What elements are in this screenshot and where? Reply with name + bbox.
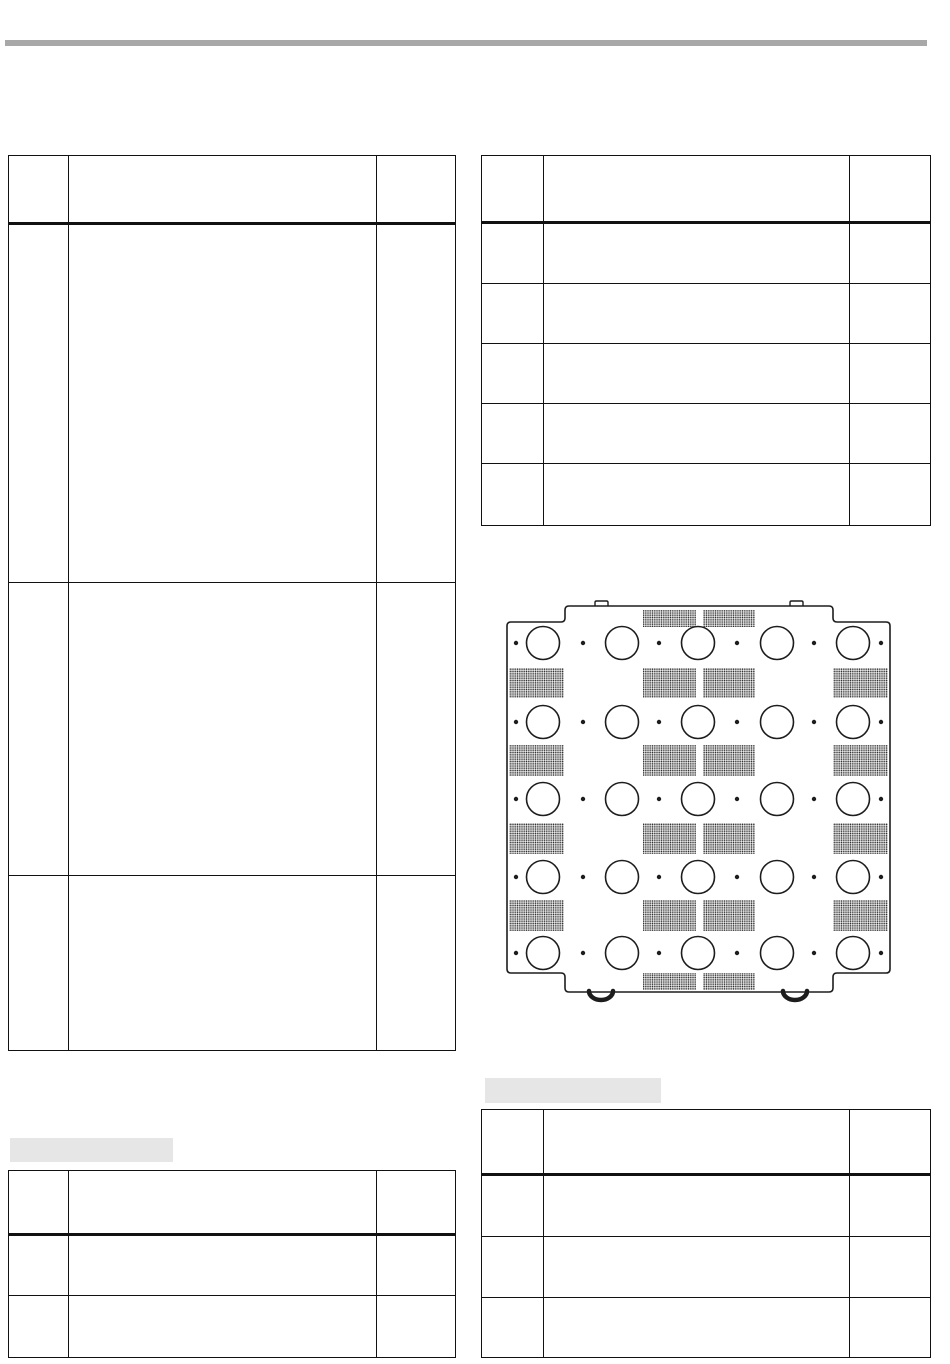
mounting-dot xyxy=(735,641,739,645)
speaker-hole xyxy=(606,783,639,816)
speaker-hole xyxy=(761,861,794,894)
table-cell xyxy=(9,225,69,582)
grille-rect xyxy=(509,668,564,698)
speaker-hole xyxy=(761,783,794,816)
table-cell xyxy=(9,1236,69,1295)
table-cell xyxy=(850,224,930,283)
grille-rect xyxy=(833,823,888,854)
mounting-dot xyxy=(879,951,883,955)
grille-rect xyxy=(703,823,755,854)
mounting-dot xyxy=(657,720,661,724)
table-cell xyxy=(544,284,850,343)
parts-table-top-right xyxy=(481,155,931,526)
table-cell xyxy=(377,876,455,1050)
table-cell xyxy=(377,1296,455,1357)
mounting-dot xyxy=(812,875,816,879)
speaker-hole xyxy=(837,627,870,660)
table-cell xyxy=(482,344,544,403)
table-cell xyxy=(69,1236,377,1295)
table-cell xyxy=(544,1176,850,1236)
table-row xyxy=(9,583,455,876)
table-cell xyxy=(69,876,377,1050)
table-row xyxy=(482,404,930,464)
table-row xyxy=(482,224,930,284)
section-label-bar-left xyxy=(10,1138,173,1162)
table-cell xyxy=(544,404,850,463)
table-cell xyxy=(69,1171,377,1233)
speaker-hole xyxy=(837,706,870,739)
speaker-hole xyxy=(837,783,870,816)
grille-rect xyxy=(509,900,564,931)
panel-diagram xyxy=(495,595,905,1010)
table-cell xyxy=(482,404,544,463)
table-cell xyxy=(9,1296,69,1357)
mounting-dot xyxy=(581,951,585,955)
mounting-dot xyxy=(812,641,816,645)
mounting-dot xyxy=(581,720,585,724)
table-cell xyxy=(482,1176,544,1236)
speaker-hole xyxy=(682,861,715,894)
table-cell xyxy=(850,464,930,525)
table-cell xyxy=(482,156,544,221)
table-row xyxy=(9,876,455,1050)
table-cell xyxy=(850,404,930,463)
grille-rect xyxy=(703,900,755,931)
table-cell xyxy=(377,225,455,582)
mounting-dot xyxy=(879,875,883,879)
table-cell xyxy=(482,1110,544,1173)
speaker-hole xyxy=(761,706,794,739)
parts-table-bottom-left xyxy=(8,1170,456,1358)
table-cell xyxy=(9,583,69,875)
page-top-rule xyxy=(5,40,927,46)
mounting-dot xyxy=(812,951,816,955)
grille-rect xyxy=(509,823,564,854)
table-cell xyxy=(482,1298,544,1357)
grille-rect xyxy=(703,610,755,627)
speaker-hole xyxy=(527,627,560,660)
table-cell xyxy=(377,583,455,875)
table-cell xyxy=(9,876,69,1050)
table-row xyxy=(482,1237,930,1298)
table-cell xyxy=(544,1237,850,1297)
mounting-dot xyxy=(514,797,518,801)
table-cell xyxy=(544,1298,850,1357)
mounting-dot xyxy=(812,720,816,724)
speaker-hole xyxy=(682,627,715,660)
mounting-dot xyxy=(657,641,661,645)
speaker-hole xyxy=(682,783,715,816)
speaker-hole xyxy=(527,706,560,739)
grille-rect xyxy=(509,745,564,776)
grille-rect xyxy=(833,900,888,931)
speaker-hole xyxy=(761,937,794,970)
grille-rect xyxy=(643,900,696,931)
table-cell xyxy=(482,1237,544,1297)
table-row xyxy=(482,464,930,525)
table-cell xyxy=(377,1236,455,1295)
grille-rect xyxy=(643,745,696,776)
table-cell xyxy=(377,1171,455,1233)
table-row xyxy=(482,1176,930,1237)
grille-rect xyxy=(833,668,888,698)
table-cell xyxy=(544,464,850,525)
table-cell xyxy=(850,1298,930,1357)
table-cell xyxy=(377,156,455,222)
table-cell xyxy=(850,1237,930,1297)
table-header-row xyxy=(482,1110,930,1176)
grille-rect xyxy=(643,973,696,990)
grille-rect xyxy=(703,668,755,698)
table-cell xyxy=(850,344,930,403)
table-cell xyxy=(69,1296,377,1357)
speaker-hole xyxy=(837,861,870,894)
mounting-dot xyxy=(735,951,739,955)
mounting-dot xyxy=(657,951,661,955)
section-label-bar-right xyxy=(485,1078,661,1103)
parts-table-top-left xyxy=(8,155,456,1051)
mounting-dot xyxy=(514,875,518,879)
table-cell xyxy=(9,1171,69,1233)
grille-rect xyxy=(703,973,755,990)
table-cell xyxy=(544,344,850,403)
table-cell xyxy=(544,224,850,283)
speaker-hole xyxy=(682,937,715,970)
mounting-dot xyxy=(879,641,883,645)
mounting-dot xyxy=(514,641,518,645)
table-cell xyxy=(850,1110,930,1173)
mounting-dot xyxy=(514,720,518,724)
table-cell xyxy=(69,156,377,222)
grille-rect xyxy=(643,823,696,854)
table-cell xyxy=(544,156,850,221)
table-cell xyxy=(850,1176,930,1236)
grille-rect xyxy=(643,668,696,698)
table-cell xyxy=(544,1110,850,1173)
mounting-dot xyxy=(735,797,739,801)
table-cell xyxy=(850,156,930,221)
speaker-hole xyxy=(527,861,560,894)
mounting-dot xyxy=(812,797,816,801)
table-cell xyxy=(482,224,544,283)
table-cell xyxy=(69,225,377,582)
mounting-dot xyxy=(581,875,585,879)
speaker-hole xyxy=(837,937,870,970)
mounting-dot xyxy=(735,720,739,724)
mounting-dot xyxy=(581,641,585,645)
table-row xyxy=(9,1296,455,1357)
table-cell xyxy=(9,156,69,222)
table-row xyxy=(482,1298,930,1357)
speaker-hole xyxy=(606,937,639,970)
parts-table-bottom-right xyxy=(481,1109,931,1358)
grille-rect xyxy=(833,745,888,776)
mounting-dot xyxy=(657,875,661,879)
speaker-hole xyxy=(682,706,715,739)
speaker-hole xyxy=(606,861,639,894)
mounting-dot xyxy=(879,720,883,724)
table-cell xyxy=(482,284,544,343)
mounting-dot xyxy=(735,875,739,879)
table-cell xyxy=(482,464,544,525)
mounting-dot xyxy=(657,797,661,801)
speaker-hole xyxy=(606,627,639,660)
mounting-dot xyxy=(581,797,585,801)
table-row xyxy=(9,1236,455,1296)
table-row xyxy=(9,225,455,583)
table-row xyxy=(482,284,930,344)
speaker-hole xyxy=(606,706,639,739)
mounting-dot xyxy=(879,797,883,801)
table-header-row xyxy=(9,1171,455,1236)
speaker-hole xyxy=(761,627,794,660)
speaker-hole xyxy=(527,937,560,970)
grille-rect xyxy=(703,745,755,776)
table-header-row xyxy=(482,156,930,224)
table-cell xyxy=(69,583,377,875)
grille-rect xyxy=(643,610,696,627)
table-header-row xyxy=(9,156,455,225)
speaker-hole xyxy=(527,783,560,816)
table-cell xyxy=(850,284,930,343)
mounting-dot xyxy=(514,951,518,955)
table-row xyxy=(482,344,930,404)
